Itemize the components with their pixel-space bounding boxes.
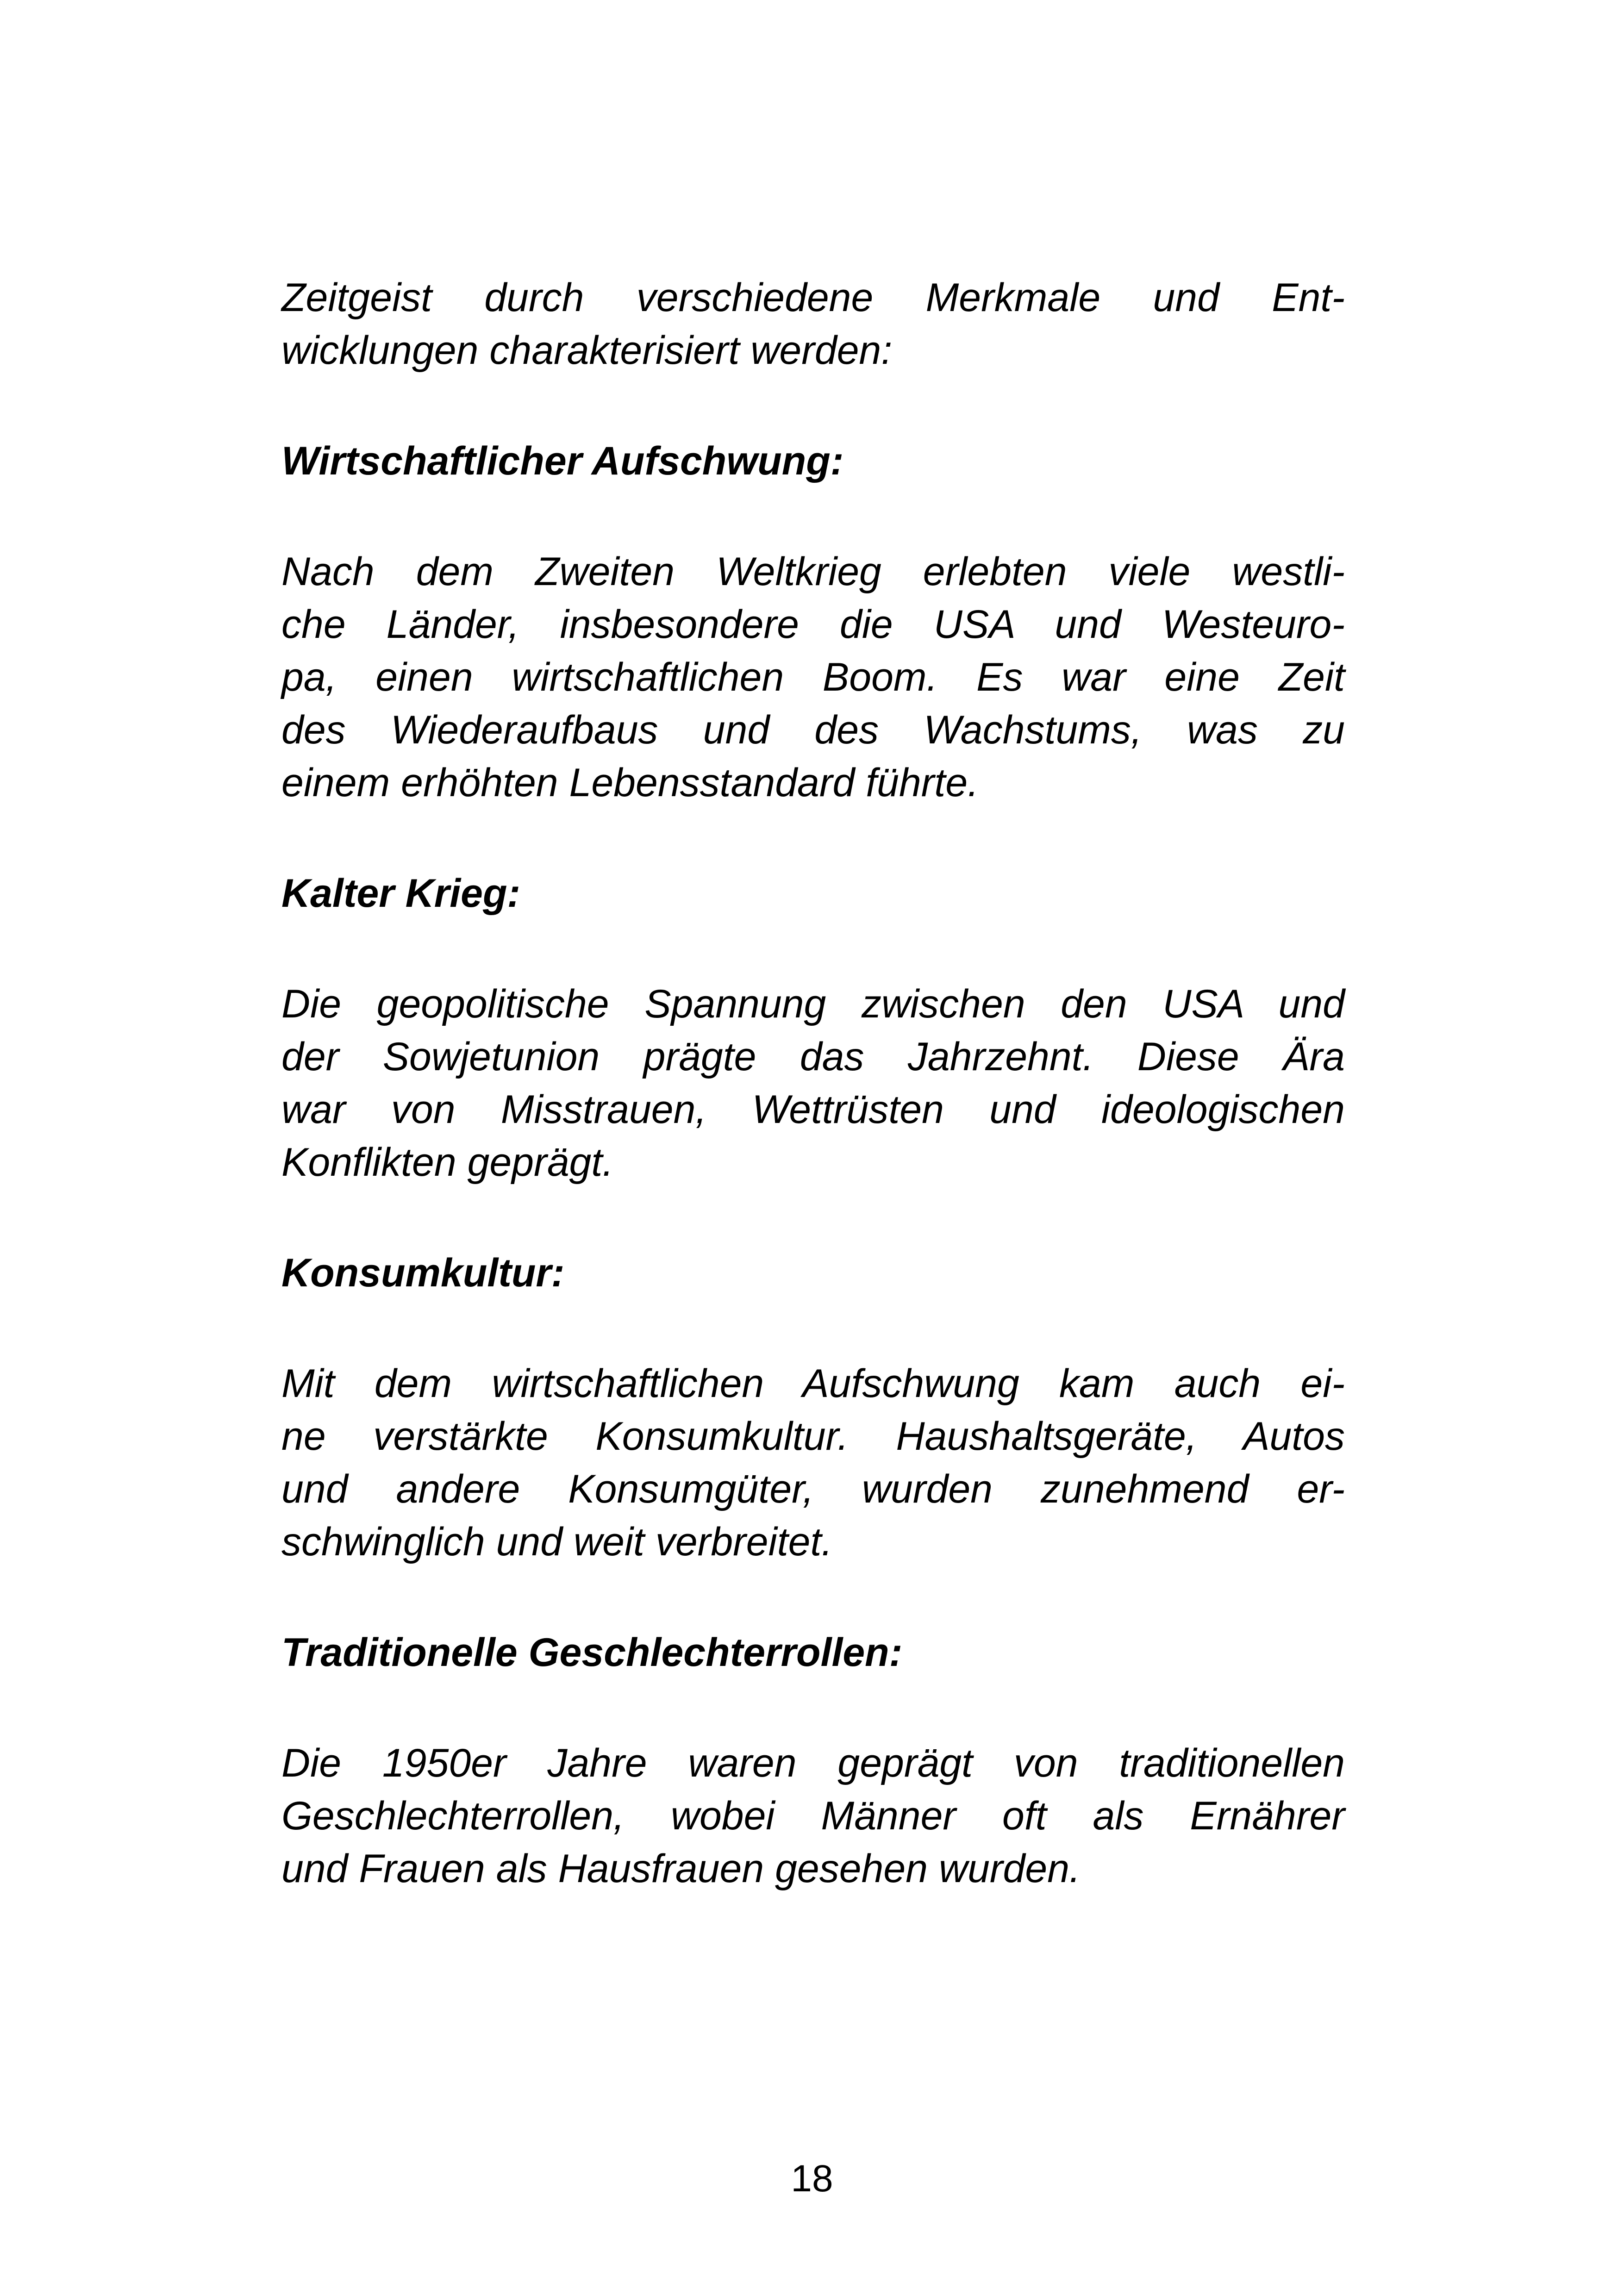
paragraph-line: ne verstärkte Konsumkultur. Haushaltsgeräte, Autos — [281, 1414, 1345, 1459]
paragraph-line: Die geopolitische Spannung zwischen den USA und — [281, 982, 1345, 1026]
section-heading: Konsumkultur: — [281, 1251, 565, 1295]
paragraph-line: Die 1950er Jahre waren geprägt von traditionellen — [281, 1741, 1345, 1785]
paragraph — [281, 978, 1345, 1189]
text-column — [281, 271, 1345, 1953]
paragraph-line: Zeitgeist durch verschiedene Merkmale und Ent- — [281, 275, 1345, 320]
paragraph-line: und andere Konsumgüter, wurden zunehmend er- — [281, 1467, 1345, 1511]
paragraph-line: che Länder, insbesondere die USA und Westeuro- — [281, 602, 1345, 647]
paragraph-line: schwinglich und weit verbreitet. — [281, 1520, 833, 1564]
paragraph-line: Konflikten geprägt. — [281, 1140, 614, 1185]
paragraph — [281, 545, 1345, 809]
paragraph-line: der Sowjetunion prägte das Jahrzehnt. Diese Ära — [281, 1035, 1345, 1079]
paragraph-line: war von Misstrauen, Wettrüsten und ideologischen — [281, 1087, 1345, 1132]
paragraph-line: pa, einen wirtschaftlichen Boom. Es war eine Zeit — [281, 655, 1345, 699]
section-heading: Wirtschaftlicher Aufschwung: — [281, 439, 844, 483]
paragraph — [281, 1357, 1345, 1568]
paragraph-line: Mit dem wirtschaftlichen Aufschwung kam auch ei- — [281, 1361, 1345, 1406]
paragraph-line: und Frauen als Hausfrauen gesehen wurden. — [281, 1846, 1081, 1891]
paragraph-line: Nach dem Zweiten Weltkrieg erlebten viele westli- — [281, 549, 1345, 594]
paragraph — [281, 1737, 1345, 1895]
section-heading: Traditionelle Geschlechterrollen: — [281, 1630, 903, 1675]
paragraph — [281, 271, 1345, 377]
paragraph-line: Geschlechterrollen, wobei Männer oft als Ernährer — [281, 1794, 1345, 1838]
section-heading: Kalter Krieg: — [281, 871, 521, 916]
paragraph-line: wicklungen charakterisiert werden: — [281, 328, 893, 373]
paragraph-line: des Wiederaufbaus und des Wachstums, was zu — [281, 708, 1345, 752]
page-number: 18 — [791, 2158, 833, 2200]
paragraph-line: einem erhöhten Lebensstandard führte. — [281, 761, 979, 805]
